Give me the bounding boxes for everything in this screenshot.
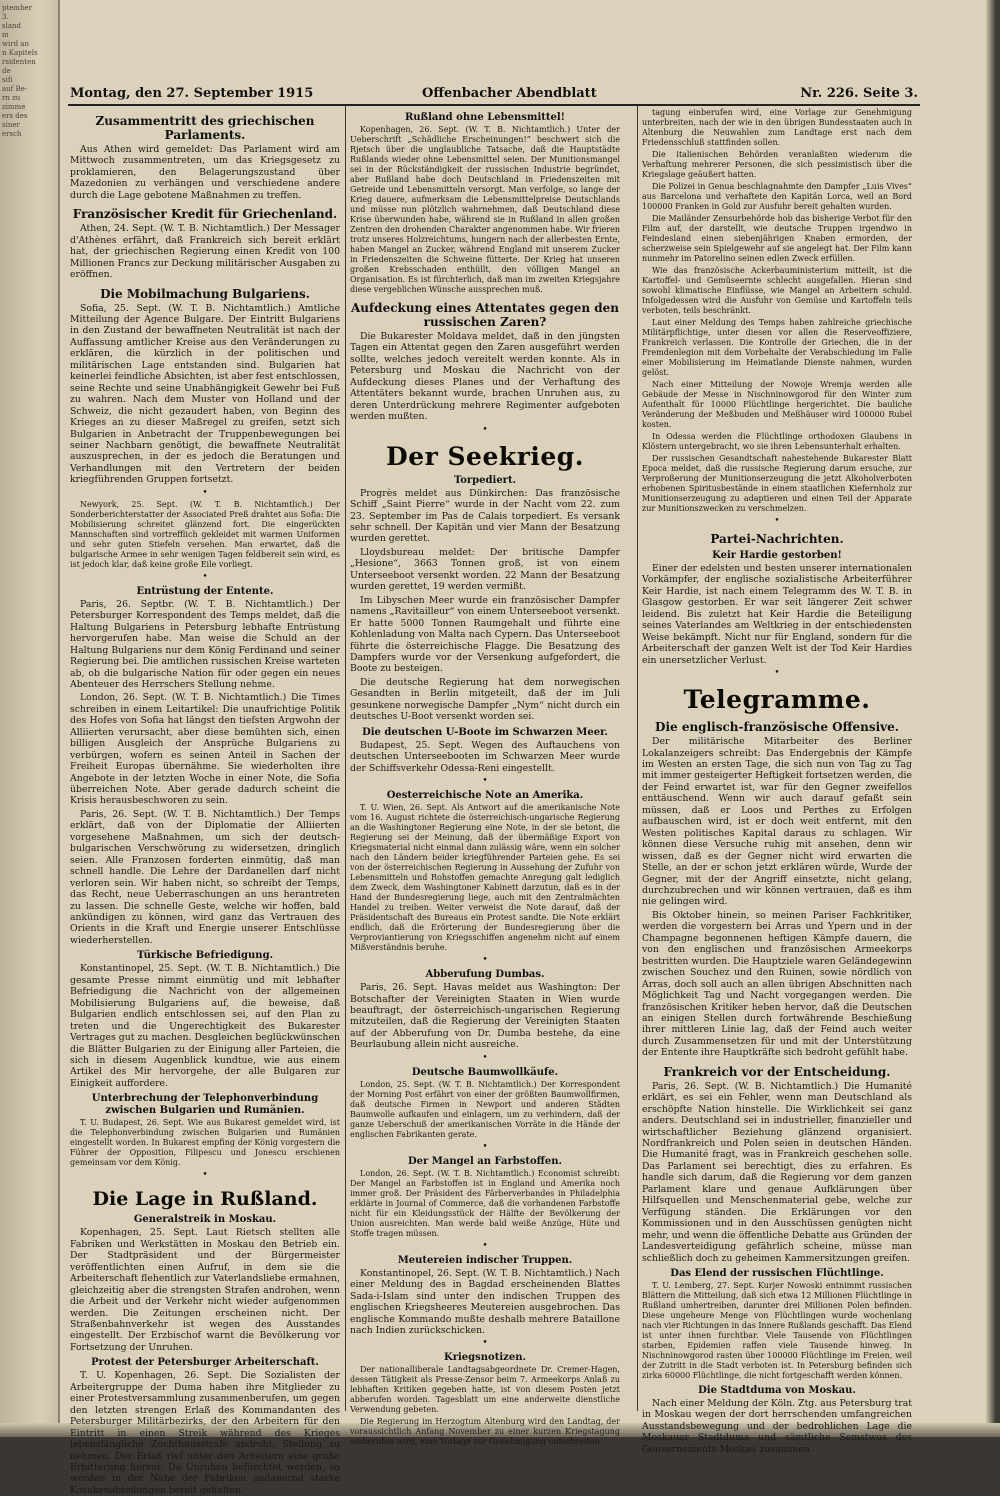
article-heading: Partei-Nachrichten. bbox=[710, 532, 844, 546]
article-heading: Frankreich vor der Entscheidung. bbox=[663, 1064, 891, 1079]
article-subheading: Torpediert. bbox=[453, 474, 517, 486]
column-1 bbox=[70, 108, 341, 1496]
article-paragraph: Progrès meldet aus Dünkirchen: Das französische Schiff „Saint Pierre“ wurde in der Nacht vom 22. zum 23. September im Pas de Calais torpediert. Es versank sehr schnell. Der Kapitän und vier Mann der Besatzung wurden gerettet. bbox=[350, 487, 620, 545]
article-paragraph: Budapest, 25. Sept. Wegen des Auftauchens von deutschen Unterseebooten im Schwarzen Meer wurde der Schiffsverkehr Odessa-Reni eingestellt. bbox=[350, 739, 620, 774]
article-paragraph: Paris, 26. Sept. (W. B. Nichtamtlich.) Die Humanité erklärt, es sei ein Fehler, wenn man Deutschland als erschöpfte Nation hinstelle. Die Wirklichkeit sei ganz anders. Deutschland sei in industrieller, finanzieller und wirtschaftlicher Beziehung glänzend organisiert. Nordfrankreich und Polen seien in deutschen Händen. Die Humanité fragt, was in Frankreich geschehen solle. Das Parlament sei berechtigt, dies zu erfahren. Es handle sich darum, daß die Regierung vor dem ganzen Parlament klare und genaue Aufklärungen über Hilfsquellen und Menschenmaterial gebe, welche zur Verfügung ständen. Die Erklärungen vor den Kommissionen und in den Ausschüssen genügten nicht mehr, und wenn die öffentliche Debatte aus Gründen der Landesverteidigung gefährlich scheine, müsse man schließlich doch zu geheimen Kammersitzungen greifen. bbox=[642, 1080, 912, 1264]
article-paragraph: Aus Athen wird gemeldet: Das Parlament wird am Mittwoch zusammentreten, um das Kriegsgesetz zu proklamieren, den Belagerungszustand über Mazedonien zu verhängen und verschiedene andere durch die Lage gebotene Maßnahmen zu treffen. bbox=[70, 144, 340, 201]
article-paragraph: Athen, 24. Sept. (W. T. B. Nichtamtlich.) Der Messager d'Athènes erfährt, daß Frankreich sich bereit erklärt hat, der griechischen Regierung einen Kredit von 100 Millionen Francs zur Deckung militärischer Ausgaben zu eröffnen. bbox=[70, 223, 340, 281]
article-subheading: Entrüstung der Entente. bbox=[136, 585, 274, 597]
article-paragraph: Nach einer Meldung der Köln. Ztg. aus Petersburg trat in Moskau wegen der dort herrschenden umfangreichen Ausstandsbewegung und der bedrohlichen Lage die Moskauer Stadtduma und sämtliche Semstwos des Gouvernements Moskau zusammen. bbox=[642, 1398, 912, 1455]
article-paragraph-small: T. U. Lemberg, 27. Sept. Kurjer Nowoski entnimmt russischen Blättern die Mitteilung, daß sich etwa 12 Millionen Flüchtlinge in Rußland umhertreiben, darunter drei Millionen Polen befinden. Diese ungeheure Menge von Flüchtlingen wurde wochenlang nach vier Richtungen in das Innere Rußlands geschafft. Das Elend ist unter ihnen furchtbar. Viele Tausende von Flüchtlingen starben, Epidemien raffen viele Tausende hinweg. In Nischninowgorod rasten über 100000 Flüchtlinge im Freien, weil der Zutritt in die Stadt verboten ist. In Petersburg befinden sich zirka 60000 Flüchtlinge, die nicht fortgeschafft werden können. bbox=[642, 1281, 913, 1381]
article-paragraph-small: Der russischen Gesandtschaft nahestehende Bukarester Blatt Epoca meldet, daß die russische Regierung darum ersuche, zur Verproßerung der Munitionserzeugung die jetzt Alkoholverboten erhobenen Spiritusbestände in einem staatlichen Kiefernholz zur Munitionserzeugung zu adaptieren und einen Teil der Apparate zur Munitionszwecken zu verschmelzen. bbox=[642, 454, 912, 513]
article-paragraph: T. U. Kopenhagen, 26. Sept. Die Sozialisten der Arbeitergruppe der Duma haben ihre Mitglieder zu einer Protestversammlung zusammenberufen, um gegen den letzten strengen Erlaß des Kommandanten des Petersburger Militärbezirks, der den Arbeitern für den Eintritt in einen Streik während des Krieges lebenslängliche Zuchthausstrafe androht, Stellung zu nehmen. Der Erlaß rief unter den Arbeitern eine große Erbitterung hervor. Da Unruhen befürchtet werden, so werden in der Nähe der Fabriken andauernd starke Kosakenabteilungen bereit gehalten. bbox=[70, 1370, 340, 1496]
article-paragraph: Konstantinopel, 26. Sept. (W. T. B. Nichtamtlich.) Nach einer Meldung des in Bagdad erscheinenden Blattes Sada-i-Islam sind unter den indischen Truppen des englischen Kriegsheeres Meutereien ausgebrochen. Das englische Kommando mußte deshalb mehrere Bataillone nach Indien zurückschicken. bbox=[350, 1267, 620, 1337]
article-paragraph-small: London, 25. Sept. (W. T. B. Nichtamtlich.) Der Korrespondent der Morning Post erfährt von einer der größten Baumwollfirmen, daß deutsche Firmen in Newport und anderen Städten Baumwolle aufkaufen und einlagern, um zu verhindern, daß der ganze Ueberschuß der amerikanischen Vorräte in die Hände der englischen Fabrikanten gerate. bbox=[350, 1079, 620, 1139]
article-heading: Die englisch-französische Offensive. bbox=[655, 720, 899, 735]
separator-dot: • bbox=[202, 1170, 208, 1181]
article-paragraph-small: Die Polizei in Genua beschlagnahmte den Dampfer „Luis Vives“ aus Barcelona und verhaftete den Kapitän Lorca, weil an Bord 100000 Franken in Gold zur Ausfuhr bereit gehalten wurden. bbox=[642, 182, 912, 211]
header-date: Montag, den 27. September 1915 bbox=[70, 86, 314, 101]
article-subheading: Die deutschen U-Boote im Schwarzen Meer. bbox=[362, 726, 608, 738]
article-heading: Die Mobilmachung Bulgariens. bbox=[100, 286, 310, 301]
column-divider bbox=[345, 106, 346, 1411]
separator-dot: • bbox=[202, 487, 208, 498]
header-issue: Nr. 226. Seite 3. bbox=[800, 86, 918, 101]
separator-dot: • bbox=[482, 424, 488, 435]
article-paragraph: Sofia, 25. Sept. (W. T. B. Nichtamtlich.) Amtliche Mitteilung der Agence Bulgare. Der Eintritt Bulgariens in den Zustand der bewaffneten Neutralität ist nach der Auffassung amtlicher Kreise aus den Veränderungen zu erklären, die kürzlich in der politischen und militärischen Lage entstanden sind. Bulgarien hat keinerlei feindliche Absichten, ist aber fest entschlossen, seine Rechte und seine Unabhängigkeit Gewehr bei Fuß zu wahren. Nach dem Muster von Holland und der Schweiz, die nicht gezaudert haben, von Beginn des Krieges an zu dieser Maßregel zu greifen, setzt sich Bulgarien in Anbetracht der Truppenbewegungen bei seiner Nachbarn genötigt, die bewaffnete Neutralität auszusprechen, in der es jedoch die Beratungen und Verhandlungen mit den Vertretern der beiden kriegführenden Gruppen fortsetzt. bbox=[70, 302, 340, 486]
article-paragraph-small: Die Mailänder Zensurbehörde hob das bisherige Verbot für den Film auf, der darstellt, wie deutsche Truppen irgendwo in Feindesland einen siebenjährigen Knaben ermorden, der scherzweise sein Spielgewehr auf sie angelegt hat. Der Film kann nunmehr im Patorelino seinen edlen Zweck erfüllen. bbox=[642, 214, 912, 263]
article-paragraph: Im Libyschen Meer wurde ein französischer Dampfer namens „Ravitailleur“ von einem Unterseeboot versenkt. Er hatte 5000 Tonnen Raumgehalt und führte eine Kohlenladung von Malta nach Cypern. Das Unterseeboot führte die österreichische Flagge. Die Besatzung des Dampfers wurde vor der Versenkung aufgefordert, die Boote zu besteigen. bbox=[350, 594, 620, 675]
article-paragraph-small: Kopenhagen, 26. Sept. (W. T. B. Nichtamtlich.) Unter der Ueberschrift „Schädliche Erscheinungen!“ beschwert sich die Rjetsch über die unglaubliche Tatsache, daß die Hauptstädte Rußlands wieder ohne Lebensmittel seien. Der Munitionsmangel sei in der Rückständigkeit der russischen Industrie begründet, aber Rußland habe doch Deutschland in Friedenszeiten mit Getreide und Lebensmitteln versorgt. Man verfolge, so lange der Krieg dauere, aufmerksam die Lebensmittelpreise Deutschlands und müsse nun plötzlich wahrnehmen, daß Deutschland diese Krise überwunden habe, während sie in Rußland in allen großen Zentren den drohenden Charakter angenommen habe. Wir frieren trotz unseres Holzreichtums, hungern nach der allerbesten Ernte, haben Mangel an Zucker, während England mit unserem Zucker in Friedenszeiten die Schweine fütterte. Der Krieg hat unseren großen Krebsschaden enthüllt, den völligen Mangel an Organisation. Es ist fürchterlich, daß man im zweiten Kriegsjahre diese vergeblichen Wünsche aussprechen muß. bbox=[350, 125, 620, 294]
article-subheading: Keir Hardie gestorben! bbox=[712, 550, 842, 561]
article-paragraph-small: Der nationalliberale Landtagsabgeordnete Dr. Cremer-Hagen, dessen Tätigkeit als Presse-Zensor beim 7. Armeekorps Anlaß zu lebhaften Kritiken gegeben hatte, ist von diesem Posten jetzt abberufen worden. Tagesblatt um eine anderweite dienstliche Verwendung gebeten. bbox=[350, 1365, 620, 1415]
article-paragraph: Lloydsbureau meldet: Der britische Dampfer „Hesione“, 3663 Tonnen groß, ist von einem Unterseeboot versenkt worden. 22 Mann der Besatzung wurden gerettet, 19 werden vermißt. bbox=[350, 546, 620, 593]
article-heading: Zusammentritt des griechischen Parlaments. bbox=[95, 114, 315, 142]
article-paragraph-small: London, 26. Sept. (W. T. B. Nichtamtlich.) Economist schreibt: Der Mangel an Farbstoffen ist in England und Amerika noch immer groß. Der Präsident des Färberverbandes in Philadelphia erklärte in Journal of Commerce, daß die vorhandenen Farbstoffe nicht für ein Kleidungsstück der Hälfte der Bevölkerung der Union ausreichten. Man werde bald weiße Anzüge, Hüte und Stoffe tragen müssen. bbox=[350, 1168, 620, 1238]
section-heading: Der Seekrieg. bbox=[386, 441, 584, 471]
article-heading: Aufdeckung eines Attentates gegen den russischen Zaren? bbox=[350, 301, 620, 329]
article-subheading: Deutsche Baumwollkäufe. bbox=[411, 1066, 559, 1078]
article-paragraph: Die Bukarester Moldava meldet, daß in den jüngsten Tagen ein Attentat gegen den Zaren ausgeführt werden sollte, welches jedoch vereitelt werden konnte. Als in Petersburg und Moskau die Nachricht von der Aufdeckung dieses Planes und der Verhaftung des Attentäters bekannt wurde, brachen Unruhen aus, zu deren Unterdrückung mehrere Regimenter aufgeboten werden mußten. bbox=[350, 331, 620, 423]
article-paragraph-small: Die Regierung im Herzogtum Altenburg wird den Landtag, der voraussichtlich Anfang November zu einer kurzen Kriegstagung einberufen wird, eine Vorlage zur Genehmigung unterbreiten. bbox=[350, 1417, 620, 1447]
article-subheading: Unterbrechung der Telephonverbindung zwischen Bulgarien und Rumänien. bbox=[91, 1093, 319, 1117]
separator-dot: • bbox=[482, 1052, 488, 1063]
article-subheading: Abberufung Dumbas. bbox=[425, 969, 545, 981]
article-paragraph: Die deutsche Regierung hat dem norwegischen Gesandten in Berlin mitgeteilt, daß der im Juli gesunkene norwegische Dampfer „Nym“ nicht durch ein deutsches U-Boot versenkt worden sei. bbox=[350, 676, 620, 723]
article-heading-large: Die Lage in Rußland. bbox=[92, 1188, 318, 1211]
adjacent-page-fragment: ptember 3. sland m wird an n Kapitels rsidenten de sifi auf Be- rn zu zimme ers des siner ersch bbox=[2, 4, 38, 138]
adjacent-page-margin bbox=[0, 0, 60, 1437]
separator-dot: • bbox=[482, 1338, 488, 1349]
article-subheading: Oesterreichische Note an Amerika. bbox=[386, 790, 584, 802]
article-subheading: Türkische Befriedigung. bbox=[136, 950, 274, 962]
column-divider bbox=[637, 106, 638, 1411]
article-subheading: Kriegsnotizen. bbox=[444, 1352, 526, 1364]
article-paragraph: Konstantinopel, 25. Sept. (W. T. B. Nichtamtlich.) Die gesamte Presse nimmt einmütig und mit lebhafter Befriedigung die Nachricht von der allgemeinen Mobilisierung Bulgariens auf, die beweise, daß Bulgarien endlich entschlossen sei, auf den Plan zu treten und die Ungerechtigkeit des Bukarester Vertrages gut zu machen. Desgleichen beglückwünschen die Blätter Bulgarien zu der Einigung aller Parteien, die sich in diesem Augenblick kundtue, wie aus einem Artikel des Mir hervorgehe, der alle Bulgaren zur Einigkeit auffordere. bbox=[70, 963, 340, 1089]
article-paragraph: Bis Oktober hinein, so meinen Pariser Fachkritiker, werden die vorgestern bei Arras und Ypern und in der Champagne begonnenen heftigen Kämpfe dauern, die von den englischen und französischen Armeekorps bestritten wurden. Die Hauptziele waren Geländegewinn zwischen Souchez und den Ruinen, sowie nördlich von Arras, doch soll auch an allen übrigen Abschnitten nach Möglichkeit Tag und Nacht vorgegangen werden. Die französischen Kritiker heben hervor, daß die Deutschen an einigen Stellen durch fortwährende Beschießung ihrer mittleren Linie lag, daß der Feind auch weiter durch Zusammensetzen für und mit der Unterstützung der Entente ihre Hauptkräfte sich bedroht gefühlt habe. bbox=[642, 909, 912, 1059]
article-paragraph-small: T. U. Budapest, 26. Sept. Wie aus Bukarest gemeldet wird, ist die Telephonverbindung zwischen Bulgarien und Rumänien eingestellt worden. In Bukarest empfing der König vorgestern die Führer der Opposition, Filipescu und Jonescu erschienen gemeinsam vor dem König. bbox=[70, 1118, 340, 1168]
separator-dot: • bbox=[774, 668, 780, 679]
header-paper-title: Offenbacher Abendblatt bbox=[422, 86, 597, 101]
separator-dot: • bbox=[482, 955, 488, 966]
article-paragraph-small: Wie das französische Ackerbauministerium mitteilt, ist die Kartoffel- und Gemüseernte schlecht ausgefallen. Hieran sind sowohl klimatische Einflüsse, wie Mangel an Arbeitern schuld. Infolgedessen wird die Ausfuhr von Gemüse und Kartoffeln teils verboten, teils beschränkt. bbox=[642, 266, 912, 315]
separator-dot: • bbox=[482, 1240, 488, 1251]
article-subheading: Rußland ohne Lebensmittel! bbox=[404, 112, 566, 123]
page-header bbox=[70, 86, 918, 104]
separator-dot: • bbox=[202, 571, 208, 582]
header-rule bbox=[68, 104, 920, 106]
article-subheading: Meutereien indischer Truppen. bbox=[397, 1254, 573, 1266]
article-paragraph-small: Nach einer Mitteilung der Nowoje Wremja werden alle Gebäude der Messe in Nischninowgorod für den Winter zum Aufenthalt für 10000 Flüchtlinge hergerichtet. Die bauliche Veränderung der Meßbuden und Meßhäuser wird 100000 Rubel kosten. bbox=[642, 380, 912, 429]
page-edge bbox=[986, 0, 1000, 1437]
article-subheading: Generalstreik in Moskau. bbox=[133, 1214, 277, 1226]
separator-dot: • bbox=[482, 776, 488, 787]
article-paragraph: Der militärische Mitarbeiter des Berliner Lokalanzeigers schreibt: Das Endergebnis der Kämpfe im Westen an ersten Tage, die sich nun von Tag zu Tag mit immer gesteigerter Heftigkeit fortsetzen werden, die der Feind erwartet ist, war für den Gegner zweifellos enttäuschend. Wenn wir auch darauf gefaßt sein müssen, daß er Loos und Perthes zu Erfolgen aufbauschen wird, ist er doch weit entfernt, mit den Westen politisches Kapital daraus zu schlagen. Wir können diese Versuche ruhig mit ansehen, denn wir wissen, daß es der Gegner nicht wird erwarten die Stelle, an der er schon jetzt erklären würde, Wurde der Gegner, mit der der Angriff einsetzte, nicht gelang, durchzubrechen und wir können vertrauen, daß es ihm nie gelingen wird. bbox=[642, 736, 912, 908]
article-paragraph: Paris, 26. Septbr. (W. T. B. Nichtamtlich.) Der Petersburger Korrespondent des Temps meldet, daß die Haltung Bulgariens in Petersburg lebhafte Entrüstung hervorgerufen habe. Man weise die Schuld an der Haltung Bulgariens nur dem König Ferdinand und seiner Regierung bei. Die amtlichen russischen Kreise warteten ab, ob die bulgarische Nation für oder gegen ein neues Abenteuer des Herrschers Stellung nehme. bbox=[70, 598, 341, 690]
article-paragraph-small: Die italienischen Behörden veranlaßten wiederum die Verhaftung mehrerer Personen, die sich pessimistisch über die Kriegslage geäußert hatten. bbox=[642, 150, 912, 179]
article-paragraph: Einer der edelsten und besten unserer internationalen Vorkämpfer, der englische sozialistische Arbeiterführer Keir Hardie, ist nach einem Telegramm des W. T. B. in Glasgow gestorben. Er war seit längerer Zeit schwer leidend. Bis zuletzt hat Keir Hardie die Beteiligung seines Vaterlandes am Weltkrieg in der entschiedensten Weise bekämpft. Nicht nur für England, sondern für die Arbeiterschaft der ganzen Welt ist der Tod Keir Hardies ein unersetzlicher Verlust. bbox=[642, 563, 912, 666]
article-heading: Französischer Kredit für Griechenland. bbox=[72, 207, 338, 222]
article-subheading: Der Mangel an Farbstoffen. bbox=[407, 1155, 562, 1167]
article-subheading: Das Elend der russischen Flüchtlinge. bbox=[670, 1268, 884, 1280]
article-paragraph: Paris, 26. Sept. (W. T. B. Nichtamtlich.) Der Temps erklärt, daß von der Diplomatie der Alliierten vorgesehene Maßnahmen, um sich der deutsch-bulgarischen Verschwörung zu widersetzen, dringlich seien. Alle Franzosen forderten einmütig, daß man schnell handle. Die Lehre der Dardanellen darf nicht verloren sein. Wir haben nicht, so schreibt der Temps, das Recht, neue Ueberraschungen an uns herantreten zu lassen. Die schnelle Geste, welche wir hoffen, bald ankündigen zu können, wird ganz das Vertrauen des Orients in die Kraft und Energie unserer Entschlüsse wiederherstellen. bbox=[70, 808, 340, 946]
separator-dot: • bbox=[482, 1141, 488, 1152]
article-paragraph: London, 26. Sept. (W. T. B. Nichtamtlich.) Die Times schreiben in einem Leitartikel: Die unaufrichtige Politik des Hofes von Sofia hat längst den tiefsten Argwohn der Alliierten verursacht, aber diese bemühten sich, einen billigen Ausgleich der Ansprüche Bulgariens zu verbürgen, wofern es seinen Anteil in Sachen der Freiheit Europas übernähme. Sie wiederholten ihre Angebote in der letzten Woche in einer Note, die Sofia überreichen Note. Aber gerade dadurch scheint die Krisis herausbeschworen zu sein. bbox=[70, 692, 340, 807]
article-paragraph: Paris, 26. Sept. Havas meldet aus Washington: Der Botschafter der Vereinigten Staaten in Wien wurde beauftragt, der österreichisch-ungarischen Regierung mitzuteilen, daß die Regierung der Vereinigten Staaten auf der Abberufung von Dr. Dumba bestehe, da eine Beurlaubung allein nicht ausreiche. bbox=[350, 982, 620, 1051]
article-paragraph-small: T. U. Wien, 26. Sept. Als Antwort auf die amerikanische Note vom 16. August richtete die österreichisch-ungarische Regierung an die Washingtoner Regierung eine Note, in der sie betont, die Regierung sei der Meinung, daß der übermäßige Export von Kriegsmaterial nicht einmal dann zulässig wäre, wenn ein solcher nach den Ländern beider kriegführender Parteien gehe. Es sei von der österreichischen Regierung in Aussehung der Zufuhr von Lebensmitteln und Rohstoffen gemachte Anregung galt lediglich dem Zweck, dem Washingtoner Kabinett darzutun, daß es in der Hand der Bundesregierung liege, auch mit den Zentralmächten Handel zu treiben. Weiter verweist die Note darauf, daß der Präsidentschaft des Bureaus ein Protest sandte. Die Note erklärt endlich, daß die Erörterung der Bundesregierung über die Verproviantierung von Kriegsschiffen angenehm nicht auf einem Mißverständnis beruhe. bbox=[350, 803, 620, 953]
article-paragraph-small: Laut einer Meldung des Temps haben zahlreiche griechische Militärpflichtige, unter diesen vor allen die Reserveoffiziere, Frankreich verlassen. Die Kontrolle der Griechen, die in der Fremdenlegion mit dem Vorbehalte der Verabschiedung im Falle einer Mobilisierung im Heimatlande Dienste nahmen, wurden gelöst. bbox=[642, 318, 912, 377]
column-2 bbox=[350, 108, 620, 1447]
separator-dot: • bbox=[774, 516, 780, 526]
article-paragraph-small: tagung einberufen wird, eine Vorlage zur Genehmigung unterbreiten, nach der wie in den übrigen Bundesstaaten auch in Altenburg die Neuwahlen zum Landtage erst nach dem Friedensschluß stattfinden sollen. bbox=[642, 108, 912, 147]
article-subheading: Protest der Petersburger Arbeiterschaft. bbox=[91, 1357, 319, 1369]
article-paragraph-small: Newyork, 25. Sept. (W. T. B. Nichtamtlich.) Der Sonderberichterstatter der Associated Preß drahtet aus Sofia: Die Mobilisierung schreitet glänzend fort. Die eingerückten Mannschaften sind vortrefflich gekleidet mit warmen Uniformen und sehr guten Stiefeln versehen. Man erwartet, daß die bulgarische Armee in sehr wenigen Tagen feldbereit sein wird, es ist jedoch klar, daß keine große Eile vorliegt. bbox=[70, 499, 340, 569]
article-paragraph: Kopenhagen, 25. Sept. Laut Rietsch stellten alle Fabriken und Werkstätten in Moskau den Betrieb ein. Der Stadtpräsident und der Bürgermeister veröffentlichten einen Aufruf, in dem sie die Arbeiterschaft flehentlich zur Vaterlandsliebe ermahnen, gleichzeitig aber die strengsten Strafen androhen, wenn die Arbeit und der Verkehr nicht wieder aufgenommen werden. Die Zeitungen erscheinen nicht. Der Straßenbahnverkehr ist wegen des Ausstandes eingestellt. Der Erzbischof warnt die Bevölkerung vor Fortsetzung der Unruhen. bbox=[70, 1227, 340, 1353]
article-paragraph-small: In Odessa werden die Flüchtlinge orthodoxen Glaubens in Klöstern untergebracht, wo sie ihren Lebensunterhalt erhalten. bbox=[642, 432, 912, 451]
column-3 bbox=[642, 108, 913, 1455]
article-subheading: Die Stadtduma von Moskau. bbox=[698, 1385, 856, 1397]
section-heading: Telegramme. bbox=[683, 685, 871, 715]
